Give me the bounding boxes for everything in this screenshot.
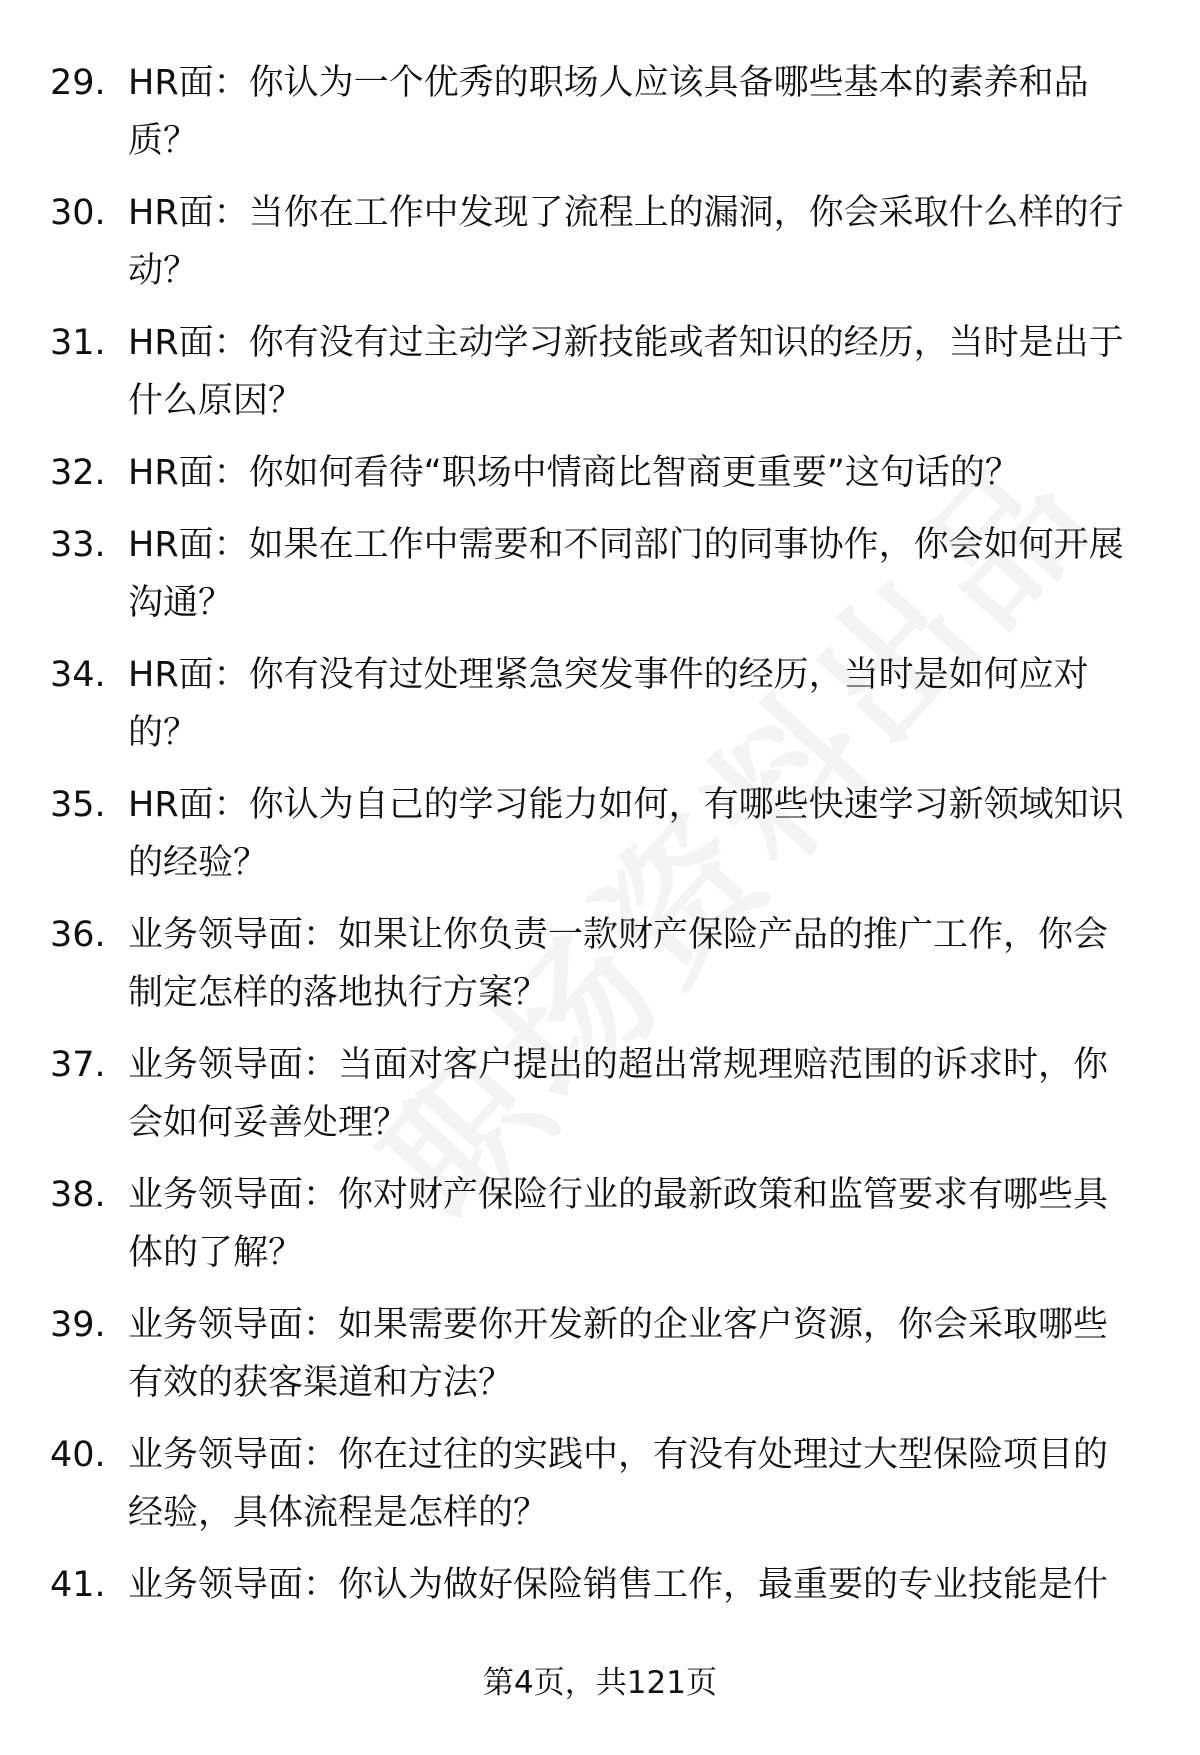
list-item [0,54,1200,184]
item-number: 33. [50,525,106,565]
list-item [0,1166,1200,1296]
list-item [0,1036,1200,1166]
item-text: HR面：你有没有过主动学习新技能或者知识的经历，当时是出于 什么原因？ [128,323,1124,421]
item-number: 34. [50,655,106,695]
item-number: 29. [50,63,106,103]
item-number: 38. [50,1175,106,1215]
list-item [0,1556,1200,1628]
item-text: HR面：如果在工作中需要和不同部门的同事协作，你会如何开展 沟通？ [128,525,1124,623]
item-text: HR面：你有没有过处理紧急突发事件的经历，当时是如何应对 的？ [128,655,1089,753]
item-number: 41. [50,1565,106,1605]
item-number: 35. [50,785,106,825]
list-item [0,516,1200,646]
item-text: 业务领导面：如果需要你开发新的企业客户资源，你会采取哪些 有效的获客渠道和方法？ [128,1305,1109,1403]
item-number: 31. [50,323,106,363]
list-item [0,1426,1200,1556]
list-item [0,646,1200,776]
list-item [0,184,1200,314]
list-item [0,1296,1200,1426]
item-text: 业务领导面：你认为做好保险销售工作，最重要的专业技能是什 [128,1565,1109,1605]
item-number: 30. [50,193,106,233]
question-list [0,54,1200,1628]
list-item [0,314,1200,444]
item-text: HR面：你认为一个优秀的职场人应该具备哪些基本的素养和品 质？ [128,63,1089,161]
item-text: HR面：你如何看待“职场中情商比智商更重要”这句话的？ [128,453,1020,493]
page-number: 第4页，共121页 [483,1665,717,1701]
item-number: 37. [50,1045,106,1085]
item-text: HR面：当你在工作中发现了流程上的漏洞，你会采取什么样的行 动？ [128,193,1124,291]
list-item [0,776,1200,906]
item-text: 业务领导面：你在过往的实践中，有没有处理过大型保险项目的 经验，具体流程是怎样的？ [128,1435,1109,1533]
item-number: 36. [50,915,106,955]
item-number: 39. [50,1305,106,1345]
item-text: 业务领导面：当面对客户提出的超出常规理赔范围的诉求时，你 会如何妥善处理？ [128,1045,1109,1143]
item-text: 业务领导面：如果让你负责一款财产保险产品的推广工作，你会 制定怎样的落地执行方案？ [128,915,1109,1013]
item-text: HR面：你认为自己的学习能力如何，有哪些快速学习新领域知识 的经验？ [128,785,1124,883]
item-number: 32. [50,453,106,493]
list-item [0,906,1200,1036]
item-number: 40. [50,1435,106,1475]
list-item [0,444,1200,516]
item-text: 业务领导面：你对财产保险行业的最新政策和监管要求有哪些具 体的了解？ [128,1175,1109,1273]
